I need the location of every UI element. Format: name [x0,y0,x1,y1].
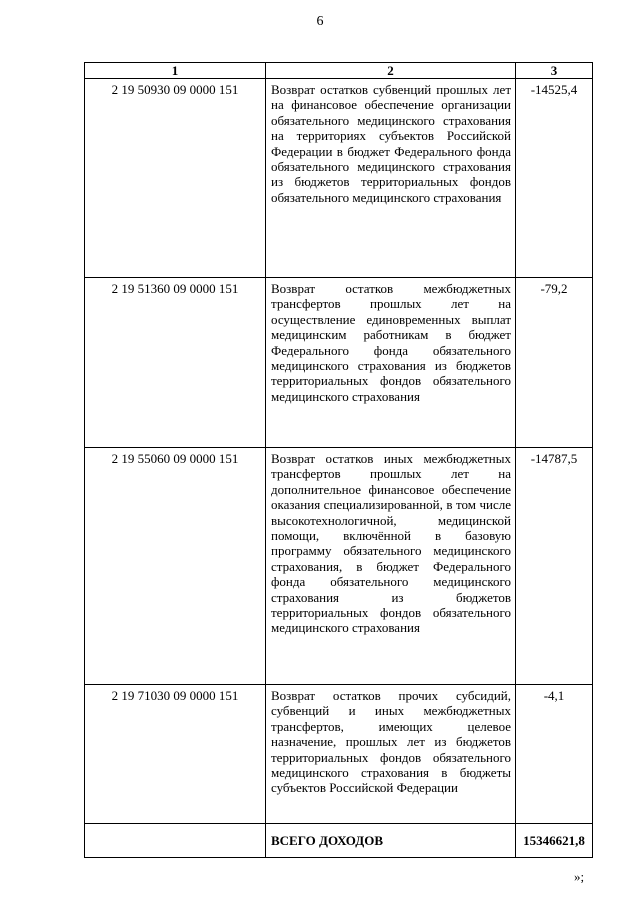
budget-revenue-table [84,62,593,858]
table-row [85,278,593,448]
table-row [85,685,593,824]
column-header-amount: 3 [516,63,593,79]
total-label: ВСЕГО ДОХОДОВ [266,824,516,858]
row-description: Возврат остатков иных межбюджетных трансфертов прошлых лет на дополнительное финансовое обеспечение оказания специализированной, в том числе высокотехнологичной, медицинской помощи, включённой в базовую программу обязательного медицинского страхования, в бюджет Федерального фонда обязательного медицинского страхования из бюджетов территориальных фондов обязательного медицинского страхования [266,448,516,685]
column-header-code: 1 [85,63,266,79]
row-code: 2 19 50930 09 0000 151 [85,79,266,278]
row-amount: -14525,4 [516,79,593,278]
row-code: 2 19 71030 09 0000 151 [85,685,266,824]
row-description: Возврат остатков межбюджетных трансфертов прошлых лет на осуществление единовременных выплат медицинским работникам в бюджет Федерального фонда обязательного медицинского страхования из бюджетов территориальных фондов обязательного медицинского страхования [266,278,516,448]
table-row [85,448,593,685]
total-amount: 15346621,8 [516,824,593,858]
row-amount: -4,1 [516,685,593,824]
total-row [85,824,593,858]
page-number: 6 [316,14,324,29]
total-code [85,824,266,858]
closing-quote-mark: »; [574,869,585,884]
row-description: Возврат остатков субвенций прошлых лет на финансовое обеспечение организации обязательного медицинского страхования на территориях субъектов Российской Федерации в бюджет Федерального фонда обязательного медицинского страхования из бюджетов территориальных фондов обязательного медицинского страхования [266,79,516,278]
row-code: 2 19 51360 09 0000 151 [85,278,266,448]
row-description: Возврат остатков прочих субсидий, субвенций и иных межбюджетных трансфертов, имеющих целевое назначение, прошлых лет из бюджетов территориальных фондов обязательного медицинского страхования в бюджеты субъектов Российской Федерации [266,685,516,824]
row-code: 2 19 55060 09 0000 151 [85,448,266,685]
column-header-description: 2 [266,63,516,79]
row-amount: -14787,5 [516,448,593,685]
table-row [85,79,593,278]
row-amount: -79,2 [516,278,593,448]
table-header-row [85,63,593,79]
